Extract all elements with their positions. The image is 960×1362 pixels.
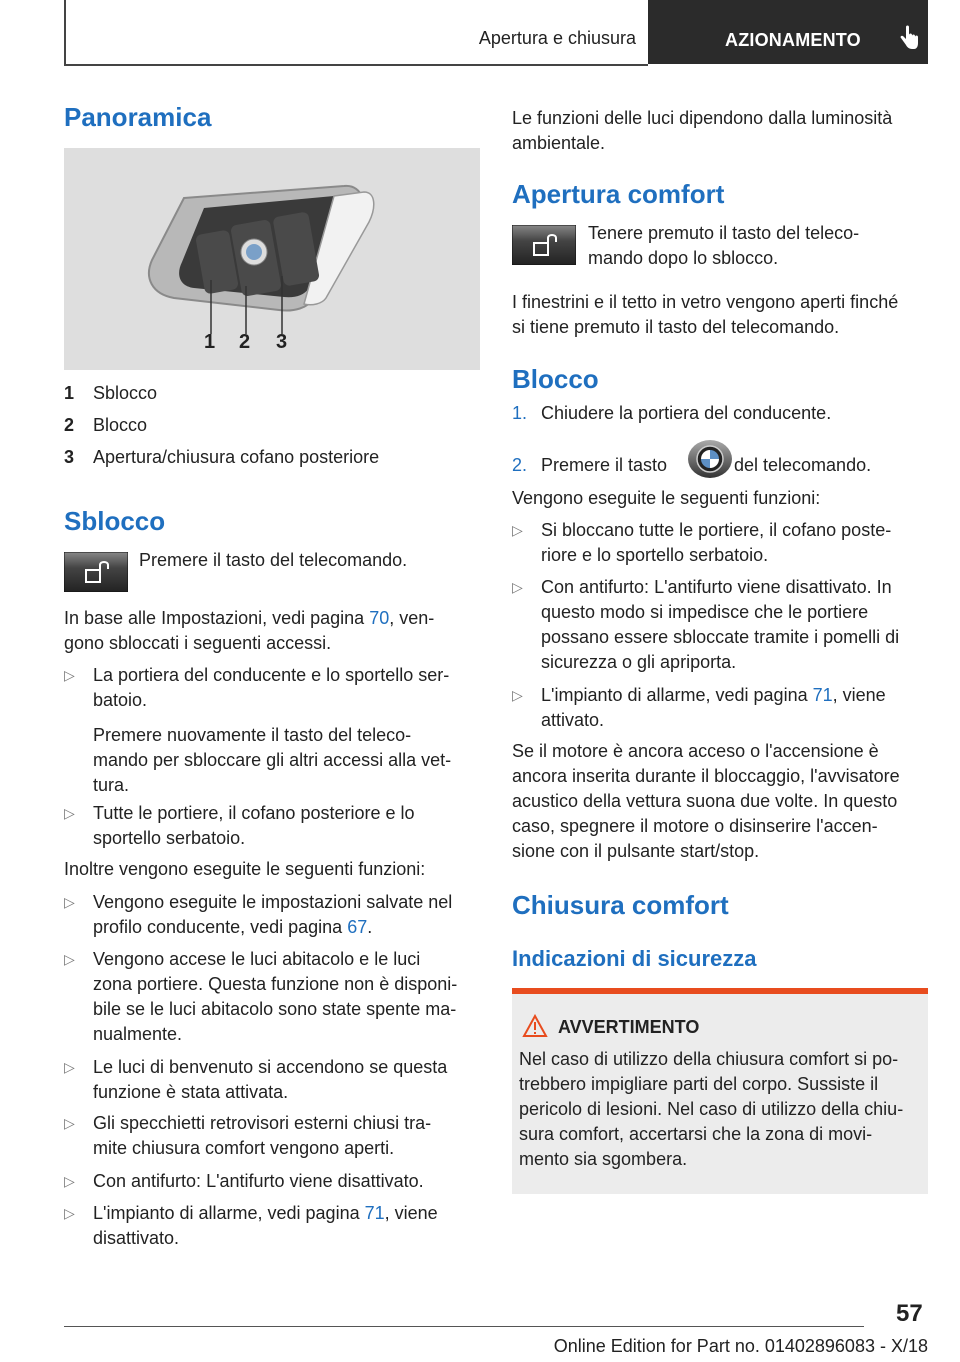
text-line: sione con il pulsante start/stop. xyxy=(512,841,760,861)
page-number: 57 xyxy=(896,1300,923,1327)
legend-item xyxy=(64,381,464,413)
section-title: Apertura e chiusura xyxy=(478,28,636,48)
step-text: del telecomando. xyxy=(734,455,872,475)
bullet-marker-icon: ▷ xyxy=(512,687,523,703)
light-functions-paragraph xyxy=(512,106,932,156)
hand-pointer-icon xyxy=(898,25,920,51)
bullet-marker-icon: ▷ xyxy=(512,579,523,595)
text-span: L'impianto di allarme, vedi pagina xyxy=(93,1203,365,1223)
warning-triangle-icon xyxy=(522,1014,548,1038)
text-span: profilo conducente, vedi pagina xyxy=(93,917,348,937)
chapter-title: AZIONAMENTO xyxy=(725,30,861,50)
bullet-marker-icon: ▷ xyxy=(64,667,75,683)
sblocco-paragraph xyxy=(64,606,484,656)
heading-chiusura-comfort: Chiusura comfort xyxy=(512,890,729,920)
text-line: ambientale. xyxy=(512,133,606,153)
text-line: Le funzioni delle luci dipendono dalla luminosità xyxy=(512,108,893,128)
text-span: , ven- xyxy=(389,608,435,628)
legend-label: Apertura/chiusura cofano posteriore xyxy=(93,447,380,467)
text-line: trebbero impigliare parti del corpo. Sussiste il xyxy=(519,1074,879,1094)
text-line: Premere nuovamente il tasto del teleco- xyxy=(93,725,412,745)
unlock-icon xyxy=(512,225,576,265)
heading-sblocco: Sblocco xyxy=(64,506,166,536)
text-line: questo modo si impedisce che le portiere xyxy=(541,602,869,622)
text-line: Tenere premuto il tasto del teleco- xyxy=(588,223,860,243)
key-callout-3: 3 xyxy=(276,331,288,353)
text-line: I finestrini e il tetto in vetro vengono aperti finché xyxy=(512,292,899,312)
page-header xyxy=(64,0,928,64)
step-text: Chiudere la portiera del conducente. xyxy=(541,403,832,423)
legend-item xyxy=(64,445,464,477)
text-line: nualmente. xyxy=(93,1024,183,1044)
text-line: mite chiusura comfort vengono aperti. xyxy=(93,1138,395,1158)
legend-list xyxy=(64,381,464,477)
legend-num: 1 xyxy=(64,383,75,403)
text-span: In base alle Impostazioni, vedi pagina xyxy=(64,608,370,628)
text-line: Vengono accese le luci abitacolo e le luci xyxy=(93,949,421,969)
page-link-67[interactable]: 67 xyxy=(347,917,368,937)
bullet-marker-icon: ▷ xyxy=(64,894,75,910)
text-line: Le luci di benvenuto si accendono se questa xyxy=(93,1057,448,1077)
text-line: La portiera del conducente e lo sportello ser- xyxy=(93,665,450,685)
text-span: L'impianto di allarme, vedi pagina xyxy=(541,685,813,705)
text-line: possano essere sbloccate tramite i pomelli di xyxy=(541,627,900,647)
windows-paragraph xyxy=(512,290,932,340)
text-line: Con antifurto: L'antifurto viene disattivato. xyxy=(93,1171,424,1191)
text-line: riore e lo sportello serbatoio. xyxy=(541,545,769,565)
text-span: , viene xyxy=(384,1203,438,1223)
text-line: Gli specchietti retrovisori esterni chiusi tra- xyxy=(93,1113,432,1133)
warning-title: AVVERTIMENTO xyxy=(558,1017,700,1037)
text-line: pericolo di lesioni. Nel caso di utilizzo della chiu- xyxy=(519,1099,904,1119)
step-number: 2. xyxy=(512,455,528,475)
warning-box xyxy=(512,988,928,1194)
text-line: caso, spegnere il motore o disinserire l'accen- xyxy=(512,816,878,836)
text-line: acustico della vettura suona due volte. In questo xyxy=(512,791,898,811)
key-fob-icon xyxy=(64,148,480,370)
text-span: . xyxy=(367,917,373,937)
heading-panoramica: Panoramica xyxy=(64,102,212,132)
text-line: mento sia sgombera. xyxy=(519,1149,688,1169)
bullet-marker-icon: ▷ xyxy=(64,1059,75,1075)
text-line: zona portiere. Questa funzione non è disponi- xyxy=(93,974,458,994)
unlock-button-image xyxy=(64,552,128,592)
unlock-icon xyxy=(64,552,128,592)
text-line: ancora inserita durante il bloccaggio, l'avvisatore xyxy=(512,766,900,786)
text-line: mando dopo lo sblocco. xyxy=(588,248,779,268)
text-line: Si bloccano tutte le portiere, il cofano poste- xyxy=(541,520,892,540)
key-callout-2: 2 xyxy=(239,331,251,353)
text-line: sportello serbatoio. xyxy=(93,828,246,848)
functions-intro: Inoltre vengono eseguite le seguenti funzioni: xyxy=(64,859,426,879)
text-line: bile se le luci abitacolo sono state spente ma- xyxy=(93,999,457,1019)
header-rule-bottom xyxy=(64,64,648,66)
legend-label: Blocco xyxy=(93,415,148,435)
functions-intro: Vengono eseguite le seguenti funzioni: xyxy=(512,488,821,508)
bullet-marker-icon: ▷ xyxy=(64,1173,75,1189)
apertura-instruction xyxy=(588,221,928,271)
page-link-71[interactable]: 71 xyxy=(812,685,833,705)
unlock-button-image xyxy=(512,225,576,265)
text-line: si tiene premuto il tasto del telecomando. xyxy=(512,317,840,337)
text-line: batoio. xyxy=(93,690,148,710)
subheading-sicurezza: Indicazioni di sicurezza xyxy=(512,946,757,971)
legend-num: 2 xyxy=(64,415,75,435)
text-line: funzione è stata attivata. xyxy=(93,1082,289,1102)
warning-text xyxy=(519,1047,925,1172)
page-link-70[interactable]: 70 xyxy=(369,608,390,628)
text-line: gono sbloccati i seguenti accessi. xyxy=(64,633,332,653)
text-line: Nel caso di utilizzo della chiusura comfort si po- xyxy=(519,1049,899,1069)
heading-apertura-comfort: Apertura comfort xyxy=(512,179,725,209)
text-span: , viene xyxy=(832,685,886,705)
legend-item xyxy=(64,413,464,445)
chapter-tab xyxy=(648,0,928,64)
text-line: sicurezza o gli apriporta. xyxy=(541,652,737,672)
horn-paragraph xyxy=(512,739,932,864)
bullet-marker-icon: ▷ xyxy=(64,1205,75,1221)
text-line: attivato. xyxy=(541,710,605,730)
key-fob-illustration xyxy=(64,148,480,370)
text-line: Vengono eseguite le impostazioni salvate nel xyxy=(93,892,453,912)
footer-edition: Online Edition for Part no. 01402896083 - X/18 xyxy=(553,1336,928,1356)
step-number: 1. xyxy=(512,403,528,423)
bullet-marker-icon: ▷ xyxy=(64,1115,75,1131)
key-callout-1: 1 xyxy=(204,331,216,353)
text-line: sura comfort, accertarsi che la zona di movi- xyxy=(519,1124,873,1144)
text-line: Se il motore è ancora acceso o l'accensione è xyxy=(512,741,879,761)
legend-label: Sblocco xyxy=(93,383,158,403)
sblocco-instruction: Premere il tasto del telecomando. xyxy=(139,550,408,570)
step-text: Premere il tasto xyxy=(541,455,668,475)
text-line: Tutte le portiere, il cofano posteriore e lo xyxy=(93,803,415,823)
bullet-marker-icon: ▷ xyxy=(64,805,75,821)
heading-blocco: Blocco xyxy=(512,364,599,394)
bmw-logo-button-icon xyxy=(687,439,733,479)
legend-num: 3 xyxy=(64,447,75,467)
bullet-marker-icon: ▷ xyxy=(512,522,523,538)
text-line: disattivato. xyxy=(93,1228,180,1248)
page-link-71[interactable]: 71 xyxy=(364,1203,385,1223)
text-line: Con antifurto: L'antifurto viene disattivato. In xyxy=(541,577,892,597)
text-line: mando per sbloccare gli altri accessi alla vet- xyxy=(93,750,452,770)
text-line: tura. xyxy=(93,775,130,795)
footer-rule xyxy=(64,1326,864,1327)
bullet-marker-icon: ▷ xyxy=(64,951,75,967)
